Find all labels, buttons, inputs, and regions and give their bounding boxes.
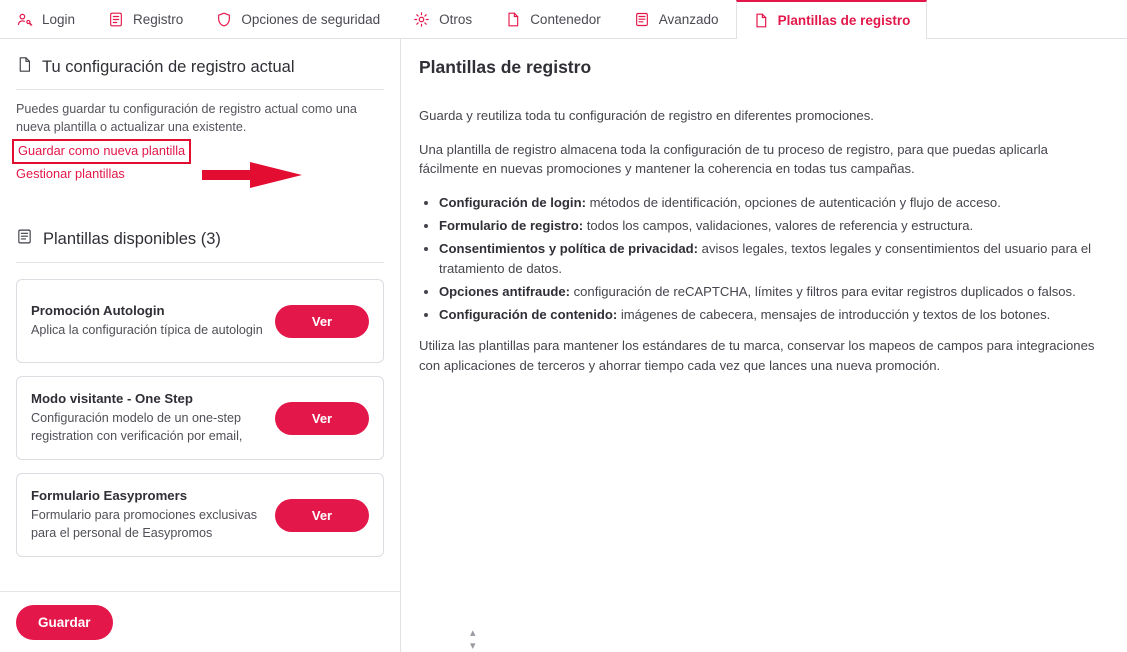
available-templates-title: Plantillas disponibles (3): [43, 229, 221, 248]
current-config-description: Puedes guardar tu configuración de registro actual como una nueva plantilla o actualizar una existente.: [16, 102, 357, 134]
list-icon: [16, 227, 33, 251]
current-config-header: [16, 55, 384, 90]
tab-label: Opciones de seguridad: [241, 11, 381, 27]
gear-icon: [413, 11, 430, 28]
form-icon: [108, 11, 124, 28]
tab-opciones-de-seguridad[interactable]: [200, 0, 397, 38]
tab-bar: [0, 0, 1127, 39]
view-template-button[interactable]: Ver: [275, 402, 369, 435]
template-title: Promoción Autologin: [31, 303, 165, 319]
list-item[interactable]: [16, 279, 384, 363]
intro-paragraph-3: Utiliza las plantillas para mantener los estándares de tu marca, conservar los mapeos de campos para integraciones con aplicaciones de terceros y ahorrar tiempo cada vez que lances una nueva promoción.: [419, 338, 1095, 373]
bullet-text: todos los campos, validaciones, valores de referencia y estructura.: [583, 218, 974, 234]
bullet-text: métodos de identificación, opciones de autenticación y flujo de acceso.: [585, 194, 1001, 210]
tab-avanzado[interactable]: [618, 0, 736, 38]
right-panel: [401, 39, 1127, 652]
tab-label: Contenedor: [530, 11, 601, 27]
feature-bullet-list: [419, 193, 1109, 324]
save-as-new-template-link[interactable]: Guardar como nueva plantilla: [12, 139, 191, 164]
bullet-text: imágenes de cabecera, mensajes de introducción y textos de los botones.: [617, 307, 1051, 323]
available-templates-header: [16, 227, 384, 263]
bullet-label: Consentimientos y política de privacidad:: [439, 241, 699, 257]
intro-paragraph-2: Una plantilla de registro almacena toda la configuración de tu proceso de registro, para que puedas aplicarla fácilmente en nuevas promociones y mantener la coherencia en todas tus campañas.: [419, 141, 1048, 177]
left-panel-scroll: [0, 39, 400, 591]
manage-templates-link[interactable]: Gestionar plantillas: [16, 165, 125, 181]
template-title: Modo visitante - One Step: [31, 391, 193, 407]
resize-handle-icon[interactable]: ▴ ▾: [470, 627, 476, 652]
save-button[interactable]: Guardar: [16, 605, 113, 640]
right-panel-title: Plantillas de registro: [419, 57, 592, 77]
tab-label: Login: [42, 11, 76, 27]
file-icon: [16, 55, 33, 79]
tab-label: Otros: [439, 11, 473, 27]
template-info: [31, 391, 275, 446]
bullet-text: avisos legales, textos legales y consentimientos del usuario para el tratamiento de datos.: [439, 241, 1092, 276]
bullet-label: Opciones antifraude:: [439, 283, 570, 299]
shield-icon: [216, 11, 232, 28]
view-template-button[interactable]: Ver: [275, 499, 369, 532]
list-item: [439, 305, 1109, 324]
list-item: [439, 216, 1109, 235]
bullet-label: Formulario de registro:: [439, 218, 584, 234]
template-title: Formulario Easypromers: [31, 488, 188, 504]
current-config-links: [16, 139, 384, 184]
tab-label: Avanzado: [658, 11, 719, 27]
template-description: Aplica la configuración típica de autologin: [31, 323, 263, 338]
list-item: [439, 239, 1109, 277]
list-icon: [634, 11, 650, 28]
template-description: Configuración modelo de un one-step registration con verificación por email,: [31, 411, 243, 444]
template-description: Formulario para promociones exclusivas para el personal de Easypromos: [31, 508, 258, 541]
tab-label: Plantillas de registro: [777, 13, 911, 28]
left-panel: [0, 39, 401, 652]
content-area: [0, 39, 1127, 652]
tab-otros[interactable]: [397, 0, 489, 38]
bullet-label: Configuración de contenido:: [439, 307, 618, 323]
template-info: [31, 303, 275, 339]
list-item[interactable]: [16, 376, 384, 460]
document-icon: [505, 11, 521, 28]
bullet-text: configuración de reCAPTCHA, límites y filtros para evitar registros duplicados o falsos.: [569, 283, 1076, 299]
view-template-button[interactable]: Ver: [275, 305, 369, 338]
tab-registro[interactable]: [92, 0, 200, 38]
page-title: Tu configuración de registro actual: [42, 57, 295, 76]
tab-contenedor[interactable]: [489, 0, 618, 38]
template-icon: [753, 12, 769, 29]
template-list: [16, 279, 384, 557]
list-item: [439, 282, 1109, 301]
user-key-icon: [16, 11, 33, 28]
left-panel-footer: [0, 591, 400, 652]
tab-label: Registro: [133, 11, 184, 27]
list-item: [439, 193, 1109, 212]
tab-plantillas-de-registro[interactable]: [736, 0, 928, 39]
tab-login[interactable]: [0, 0, 92, 38]
bullet-label: Configuración de login:: [439, 194, 586, 210]
template-info: [31, 488, 275, 543]
intro-paragraph-1: Guarda y reutiliza toda tu configuración de registro en diferentes promociones.: [419, 108, 874, 123]
list-item[interactable]: [16, 473, 384, 557]
